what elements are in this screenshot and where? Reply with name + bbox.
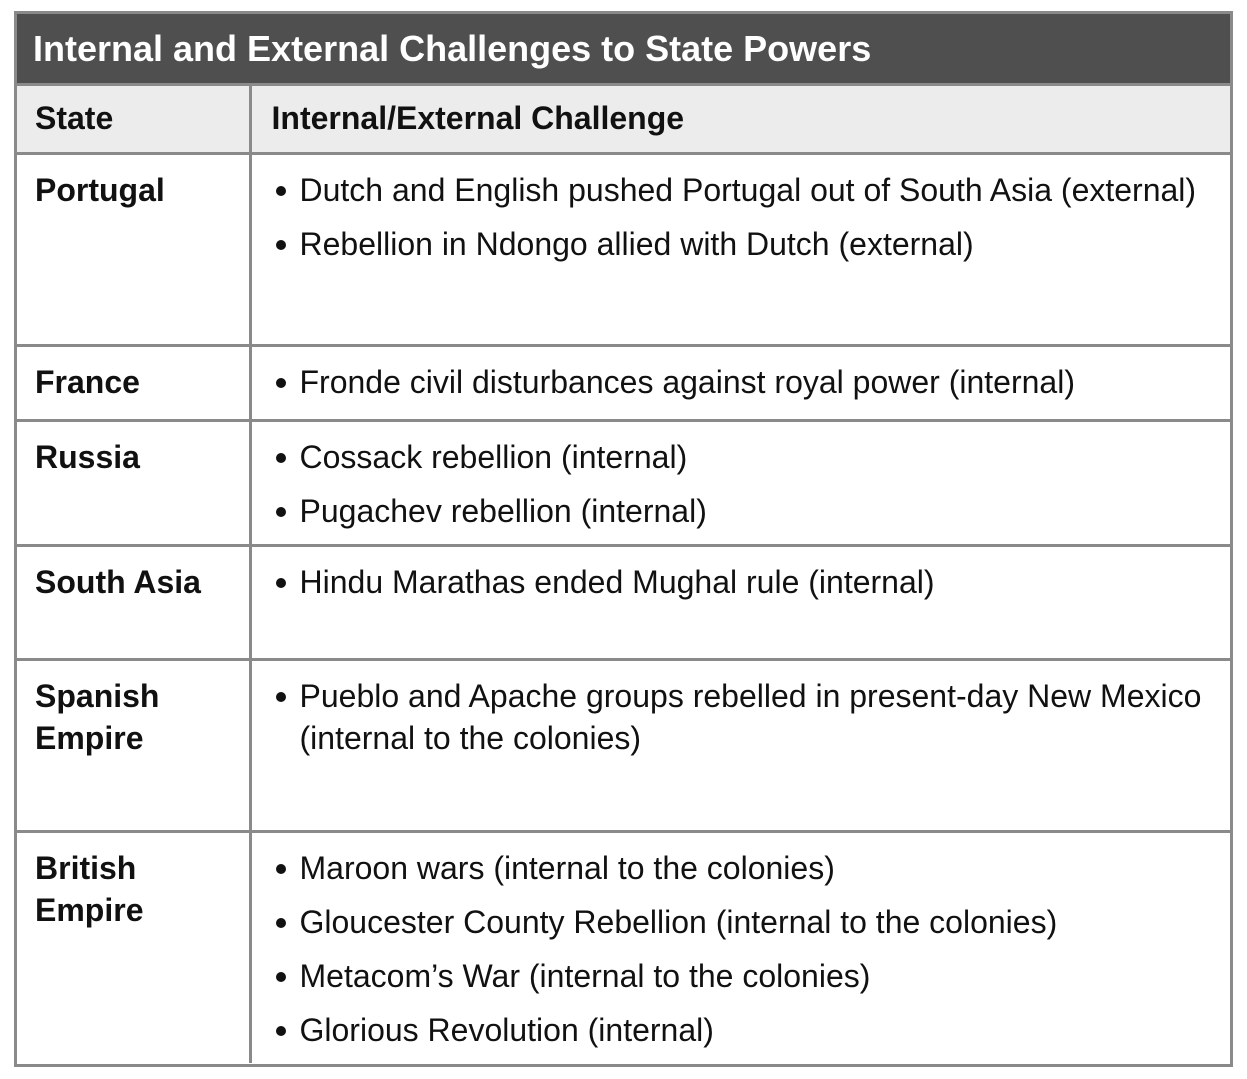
table-row [17, 420, 1230, 545]
challenge-item: Metacom’s War (internal to the colonies) [274, 955, 1221, 997]
table-row [17, 831, 1230, 1063]
challenge-cell [250, 153, 1230, 345]
challenge-item: Glorious Revolution (internal) [274, 1009, 1221, 1051]
challenge-item: Pugachev rebellion (internal) [274, 490, 1221, 532]
table-row [17, 153, 1230, 345]
state-cell: Portugal [17, 153, 250, 345]
challenge-item: Maroon wars (internal to the colonies) [274, 847, 1221, 889]
challenge-item: Dutch and English pushed Portugal out of South Asia (external) [274, 169, 1221, 211]
challenge-item: Cossack rebellion (internal) [274, 436, 1221, 478]
challenge-item: Hindu Marathas ended Mughal rule (internal) [274, 561, 1221, 603]
challenge-cell [250, 545, 1230, 659]
challenge-item: Rebellion in Ndongo allied with Dutch (external) [274, 223, 1221, 265]
challenge-item: Gloucester County Rebellion (internal to the colonies) [274, 901, 1221, 943]
challenge-item: Fronde civil disturbances against royal power (internal) [274, 361, 1221, 403]
challenges-table [17, 86, 1230, 1063]
challenges-table-container [14, 11, 1233, 1067]
header-state: State [17, 86, 250, 153]
challenge-cell [250, 831, 1230, 1063]
table-title: Internal and External Challenges to State Powers [17, 14, 1230, 86]
table-row [17, 345, 1230, 420]
challenge-cell [250, 659, 1230, 831]
table-row [17, 659, 1230, 831]
state-cell: France [17, 345, 250, 420]
state-cell: British Empire [17, 831, 250, 1063]
header-row [17, 86, 1230, 153]
challenge-item: Pueblo and Apache groups rebelled in present-day New Mexico (internal to the colonies) [274, 675, 1221, 759]
table-row [17, 545, 1230, 659]
state-cell: South Asia [17, 545, 250, 659]
header-challenge: Internal/External Challenge [250, 86, 1230, 153]
state-cell: Russia [17, 420, 250, 545]
state-cell: Spanish Empire [17, 659, 250, 831]
challenge-cell [250, 420, 1230, 545]
challenge-cell [250, 345, 1230, 420]
